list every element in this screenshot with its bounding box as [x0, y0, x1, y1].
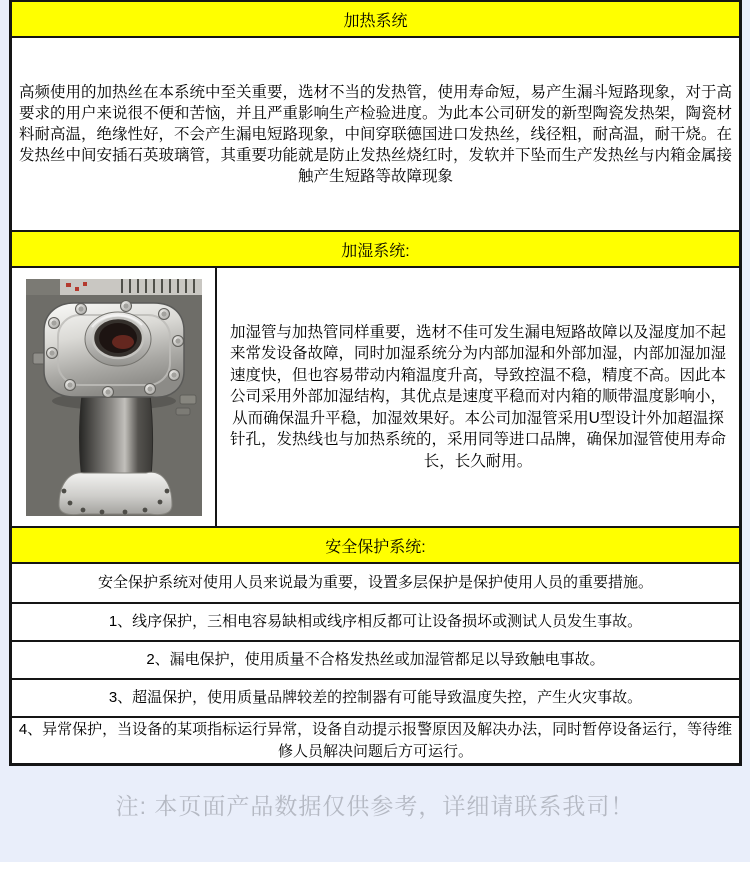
- safety-rule-text-1: 1、线序保护，三相电容易缺相或线序相反都可让设备损坏或测试人员发生事故。: [108, 613, 643, 630]
- safety-rule-row-4: [12, 718, 739, 763]
- humidifier-photo: [26, 279, 202, 516]
- safety-rule-row-2: [12, 642, 739, 680]
- section-header-heating: [12, 2, 739, 38]
- safety-section-title: 安全保护系统:: [325, 538, 426, 556]
- humidifier-photo-cell: [12, 268, 217, 526]
- humidification-description-cell: [217, 268, 739, 526]
- humidification-description-text: 加湿管与加热管同样重要，选材不佳可发生漏电短路故障以及湿度加不起来常发设备故障，同时加湿系统分为内部加湿和外部加湿，内部加湿加湿速度快，但也容易带动内箱温度升高，导致控温不稳，精度不高。因此本公司采用外部加湿结构，其优点是速度平稳而对内箱的顺带温度影响小，从而确保温升平稳，加湿效果好。本公司加湿管采用U型设计外加超温探针孔，发热线也与加热系统的，采用同等进口品牌，确保加湿管使用寿命长，长久耐用。: [229, 323, 726, 470]
- heating-description-text: 高频使用的加热丝在本系统中至关重要，选材不当的发热管，使用寿命短，易产生漏斗短路现象，对于高要求的用户来说很不便和苦恼，并且严重影响生产检验进度。为此本公司研发的新型陶瓷发热架，陶瓷材料耐高温，绝缘性好，不会产生漏电短路现象，中间穿联德国进口发热丝，线径粗，耐高温，耐干烧。在发热丝中间安插石英玻璃管，其重要功能就是防止发热丝烧红时，发软并下坠而生产发热丝与内箱金属接触产生短路等故障现象: [18, 83, 732, 185]
- safety-rule-text-2: 2、漏电保护，使用质量不合格发热丝或加湿管都足以导致触电事故。: [146, 651, 605, 668]
- safety-rule-text-3: 3、超温保护，使用质量品牌较差的控制器有可能导致温度失控，产生火灾事故。: [108, 689, 643, 706]
- heating-section-title: 加热系统: [343, 12, 408, 30]
- humidification-content-row: [12, 268, 739, 528]
- footer-note: 注: 本页面产品数据仅供参考，详细请联系我司！: [115, 793, 635, 819]
- bottom-strip: [0, 862, 750, 875]
- product-info-table: [9, 0, 742, 766]
- humidification-section-title: 加湿系统:: [341, 242, 410, 260]
- safety-rule-text-4: 4、异常保护，当设备的某项指标运行异常，设备自动提示报警原因及解决办法，同时暂停设备运行，等待维修人员解决问题后方可运行。: [18, 720, 733, 760]
- section-header-humidification: [12, 232, 739, 268]
- safety-intro-row: [12, 564, 739, 604]
- safety-intro-text: 安全保护系统对使用人员来说最为重要，设置多层保护是保护使用人员的重要措施。: [97, 574, 653, 591]
- heating-description-cell: [12, 38, 739, 232]
- safety-rule-row-1: [12, 604, 739, 642]
- safety-rule-row-3: [12, 680, 739, 718]
- section-header-safety: [12, 528, 739, 564]
